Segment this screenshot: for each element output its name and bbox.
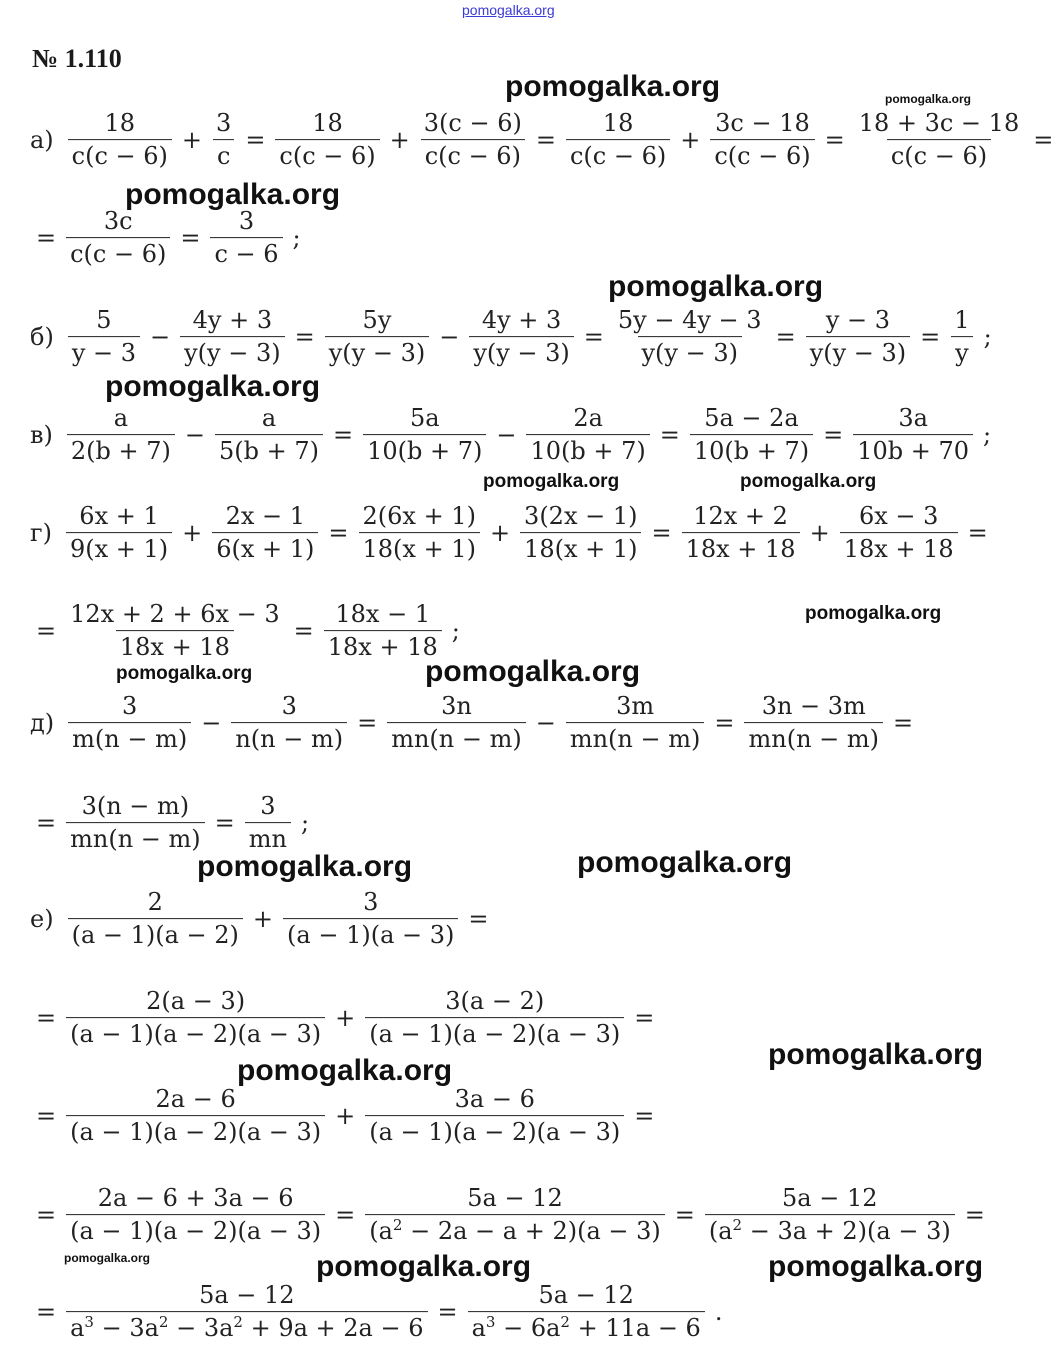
operator: ; — [983, 323, 992, 351]
fraction — [66, 790, 205, 856]
numerator: 3a — [898, 404, 928, 433]
operator: + — [680, 126, 701, 154]
denominator: mn(n − m) — [387, 723, 526, 756]
denominator: c — [213, 140, 234, 173]
operator: = — [293, 617, 314, 645]
operator: = — [651, 519, 672, 547]
operator: = — [775, 323, 796, 351]
watermark: pomogalka.org — [768, 1250, 984, 1283]
operator: = — [437, 1298, 458, 1326]
denominator: $(a^2 - 2a - a + 2)(a - 3)$ — [365, 1215, 665, 1248]
operator: = — [714, 709, 735, 737]
denominator: y − 3 — [68, 337, 140, 370]
operator: = — [36, 617, 57, 645]
denominator: c(c − 6) — [710, 140, 814, 173]
operator: = — [332, 421, 354, 449]
fraction — [283, 886, 458, 952]
equation-line — [30, 304, 998, 370]
denominator: 18(x + 1) — [520, 533, 641, 566]
fraction — [566, 690, 705, 756]
fraction — [210, 205, 282, 271]
fraction — [520, 500, 641, 566]
denominator: 10(b + 7) — [526, 435, 649, 468]
operator: = — [36, 1004, 57, 1032]
fraction — [853, 402, 973, 468]
numerator: 3n — [441, 692, 472, 721]
equation-line — [30, 886, 494, 952]
watermark: pomogalka.org — [577, 846, 793, 879]
fraction — [67, 402, 175, 468]
equation-line — [30, 1279, 728, 1345]
fraction — [212, 500, 318, 566]
numerator: 18 — [104, 109, 136, 138]
numerator: 5y — [362, 306, 392, 335]
fraction — [365, 1182, 665, 1248]
numerator: 18 — [602, 109, 634, 138]
fraction — [682, 500, 800, 566]
operator: = — [674, 1201, 695, 1229]
numerator: 2x − 1 — [225, 502, 306, 531]
operator: − — [535, 709, 556, 737]
denominator: (a − 1)(a − 2)(a − 3) — [66, 1215, 325, 1248]
watermark: pomogalka.org — [885, 92, 972, 106]
denominator: y(y − 3) — [806, 337, 910, 370]
numerator: 3 — [281, 692, 297, 721]
denominator: 18x + 18 — [840, 533, 958, 566]
fraction — [66, 1182, 325, 1248]
denominator: mn(n − m) — [66, 823, 205, 856]
watermark: pomogalka.org — [116, 663, 253, 684]
denominator: $a^3 - 3a^2 - 3a^2 + 9a + 2a - 6$ — [66, 1312, 427, 1345]
equation-line — [30, 1083, 660, 1149]
fraction — [68, 107, 172, 173]
numerator: 3 — [238, 207, 255, 236]
numerator: 3m — [616, 692, 655, 721]
operator: ; — [983, 421, 992, 449]
operator: + — [181, 126, 203, 154]
equation-line — [30, 690, 919, 756]
numerator: 5a − 12 — [199, 1281, 295, 1310]
operator: − — [150, 323, 171, 351]
fraction — [690, 402, 813, 468]
operator: = — [36, 1201, 57, 1229]
operator: = — [824, 126, 845, 154]
item-label: е) — [30, 905, 54, 933]
denominator: n(n − m) — [231, 723, 347, 756]
fraction — [855, 107, 1024, 173]
operator: − — [184, 421, 205, 449]
fraction — [66, 500, 172, 566]
fraction — [387, 690, 526, 756]
numerator: 3c — [103, 207, 133, 236]
item-label: а) — [30, 126, 54, 154]
watermark: pomogalka.org — [805, 603, 942, 624]
numerator: 4y + 3 — [192, 306, 273, 335]
fraction — [275, 107, 379, 173]
fraction — [180, 304, 284, 370]
fraction — [365, 985, 624, 1051]
numerator: 3 — [260, 792, 276, 821]
watermark: pomogalka.org — [197, 850, 413, 883]
operator: = — [36, 1102, 57, 1130]
operator: + — [335, 1102, 356, 1130]
denominator: mn — [245, 823, 291, 856]
numerator: 1 — [954, 306, 970, 335]
numerator: 3(n − m) — [81, 792, 190, 821]
fraction — [68, 304, 140, 370]
numerator: 3a − 6 — [454, 1085, 535, 1114]
denominator: 6(x + 1) — [212, 533, 318, 566]
operator: = — [583, 323, 604, 351]
equation-line — [30, 598, 466, 664]
numerator: 4y + 3 — [481, 306, 562, 335]
operator: + — [182, 519, 203, 547]
numerator: 3(2x − 1) — [524, 502, 638, 531]
denominator: m(n − m) — [68, 723, 191, 756]
denominator: (a − 1)(a − 3) — [283, 919, 458, 952]
equation-line — [30, 1182, 991, 1248]
operator: + — [809, 519, 830, 547]
fraction — [68, 886, 243, 952]
numerator: 18x − 1 — [335, 600, 431, 629]
fraction — [325, 304, 429, 370]
fraction — [744, 690, 883, 756]
numerator: 2a − 6 + 3a − 6 — [97, 1184, 294, 1213]
operator: = — [634, 1004, 655, 1032]
equation-line — [30, 107, 1059, 173]
watermark: pomogalka.org — [105, 370, 321, 403]
numerator: y − 3 — [825, 306, 891, 335]
denominator: 5(b + 7) — [215, 435, 323, 468]
denominator: 10b + 70 — [853, 435, 973, 468]
denominator: c(c − 6) — [66, 238, 170, 271]
operator: − — [201, 709, 222, 737]
numerator: 2a — [573, 404, 603, 433]
item-label: б) — [30, 323, 54, 351]
operator: + — [335, 1004, 356, 1032]
equation-line — [30, 402, 997, 468]
operator: . — [714, 1298, 723, 1326]
numerator: 3(a − 2) — [445, 987, 545, 1016]
numerator: 2(6x + 1) — [362, 502, 476, 531]
fraction — [245, 790, 291, 856]
operator: = — [214, 809, 235, 837]
fraction — [469, 304, 573, 370]
denominator: (a − 1)(a − 2)(a − 3) — [365, 1018, 624, 1051]
operator: = — [823, 421, 844, 449]
denominator: 18x + 18 — [116, 631, 234, 664]
operator: = — [893, 709, 914, 737]
denominator: c(c − 6) — [275, 140, 379, 173]
fraction — [705, 1182, 955, 1248]
operator: + — [252, 905, 274, 933]
denominator: 10(b + 7) — [690, 435, 813, 468]
numerator: 5a − 2a — [704, 404, 799, 433]
watermark: pomogalka.org — [740, 471, 877, 492]
denominator: c(c − 6) — [887, 140, 991, 173]
fraction — [66, 985, 325, 1051]
numerator: 5a − 12 — [538, 1281, 634, 1310]
numerator: 3 — [216, 109, 232, 138]
item-label: в) — [30, 421, 53, 449]
fraction — [66, 598, 284, 664]
problem-title: № 1.110 — [32, 44, 122, 73]
denominator: 18x + 18 — [324, 631, 442, 664]
operator: = — [245, 126, 266, 154]
numerator: 3(c − 6) — [423, 109, 522, 138]
denominator: 2(b + 7) — [67, 435, 175, 468]
watermark: pomogalka.org — [425, 655, 641, 688]
denominator: mn(n − m) — [744, 723, 883, 756]
operator: = — [36, 1298, 57, 1326]
denominator: y — [951, 337, 973, 370]
watermark: pomogalka.org — [505, 70, 721, 103]
watermark: pomogalka.org — [483, 471, 620, 492]
operator: ; — [292, 224, 301, 252]
denominator: (a − 1)(a − 2) — [68, 919, 243, 952]
top-watermark-link[interactable]: pomogalka.org — [462, 2, 555, 18]
fraction — [806, 304, 910, 370]
fraction — [231, 690, 347, 756]
numerator: 2(a − 3) — [146, 987, 246, 1016]
operator: = — [36, 809, 57, 837]
operator: = — [180, 224, 201, 252]
fraction — [215, 402, 323, 468]
watermark: pomogalka.org — [64, 1251, 151, 1265]
denominator: y(y − 3) — [180, 337, 284, 370]
fraction — [66, 1083, 325, 1149]
fraction — [212, 107, 235, 173]
numerator: 2a − 6 — [155, 1085, 236, 1114]
numerator: 5a − 12 — [467, 1184, 563, 1213]
fraction — [420, 107, 526, 173]
numerator: 2 — [147, 888, 163, 917]
operator: = — [920, 323, 941, 351]
operator: = — [468, 905, 489, 933]
numerator: 12x + 2 + 6x − 3 — [70, 600, 280, 629]
denominator: 9(x + 1) — [66, 533, 172, 566]
denominator: (a − 1)(a − 2)(a − 3) — [365, 1116, 624, 1149]
operator: ; — [451, 617, 460, 645]
numerator: 6x + 1 — [79, 502, 159, 531]
operator: = — [36, 224, 57, 252]
fraction — [614, 304, 766, 370]
fraction — [526, 402, 649, 468]
denominator: c − 6 — [210, 238, 282, 271]
fraction — [710, 107, 814, 173]
operator: = — [335, 1201, 356, 1229]
denominator: mn(n − m) — [566, 723, 705, 756]
watermark: pomogalka.org — [768, 1038, 984, 1071]
operator: = — [328, 519, 349, 547]
watermark: pomogalka.org — [125, 178, 341, 211]
numerator: 5a − 12 — [782, 1184, 878, 1213]
numerator: 5a — [409, 404, 440, 433]
operator: = — [967, 519, 988, 547]
operator: = — [634, 1102, 655, 1130]
denominator: c(c − 6) — [566, 140, 670, 173]
numerator: 3 — [122, 692, 138, 721]
operator: = — [535, 126, 556, 154]
numerator: 3n − 3m — [761, 692, 866, 721]
equation-line — [30, 500, 994, 566]
operator: = — [357, 709, 378, 737]
operator: − — [496, 421, 517, 449]
operator: + — [489, 519, 511, 547]
denominator: (a − 1)(a − 2)(a − 3) — [66, 1116, 325, 1149]
denominator: 10(b + 7) — [363, 435, 486, 468]
item-label: д) — [30, 709, 55, 737]
denominator: y(y − 3) — [325, 337, 429, 370]
numerator: 18 — [312, 109, 343, 138]
denominator: y(y − 3) — [638, 337, 742, 370]
numerator: 6x − 3 — [858, 502, 939, 531]
fraction — [950, 304, 973, 370]
fraction — [566, 107, 670, 173]
numerator: a — [113, 404, 129, 433]
denominator: 18(x + 1) — [359, 533, 480, 566]
numerator: 12x + 2 — [693, 502, 788, 531]
denominator: y(y − 3) — [469, 337, 573, 370]
operator: − — [439, 323, 460, 351]
fraction — [66, 205, 170, 271]
fraction — [68, 690, 191, 756]
equation-line — [30, 790, 315, 856]
numerator: 5y − 4y − 3 — [617, 306, 762, 335]
fraction — [359, 500, 480, 566]
numerator: 3 — [363, 888, 379, 917]
numerator: a — [261, 404, 277, 433]
fraction — [365, 1083, 624, 1149]
fraction — [468, 1279, 705, 1345]
numerator: 5 — [96, 306, 112, 335]
fraction — [363, 402, 486, 468]
item-label: г) — [30, 519, 52, 547]
watermark: pomogalka.org — [237, 1054, 453, 1087]
denominator: 18x + 18 — [682, 533, 800, 566]
numerator: 3c − 18 — [715, 109, 810, 138]
watermark: pomogalka.org — [316, 1250, 532, 1283]
operator: + — [389, 126, 410, 154]
fraction — [840, 500, 958, 566]
operator: = — [1033, 126, 1054, 154]
denominator: c(c − 6) — [421, 140, 525, 173]
operator: = — [659, 421, 680, 449]
denominator: $a^3 - 6a^2 + 11a - 6$ — [468, 1312, 705, 1345]
denominator: (a − 1)(a − 2)(a − 3) — [66, 1018, 325, 1051]
equation-line — [30, 205, 307, 271]
denominator: c(c − 6) — [68, 140, 172, 173]
denominator: $(a^2 - 3a + 2)(a - 3)$ — [705, 1215, 955, 1248]
watermark: pomogalka.org — [608, 270, 824, 303]
fraction — [66, 1279, 427, 1345]
operator: ; — [300, 809, 310, 837]
operator: = — [294, 323, 315, 351]
operator: = — [964, 1201, 985, 1229]
equation-line — [30, 985, 660, 1051]
numerator: 18 + 3c − 18 — [858, 109, 1020, 138]
